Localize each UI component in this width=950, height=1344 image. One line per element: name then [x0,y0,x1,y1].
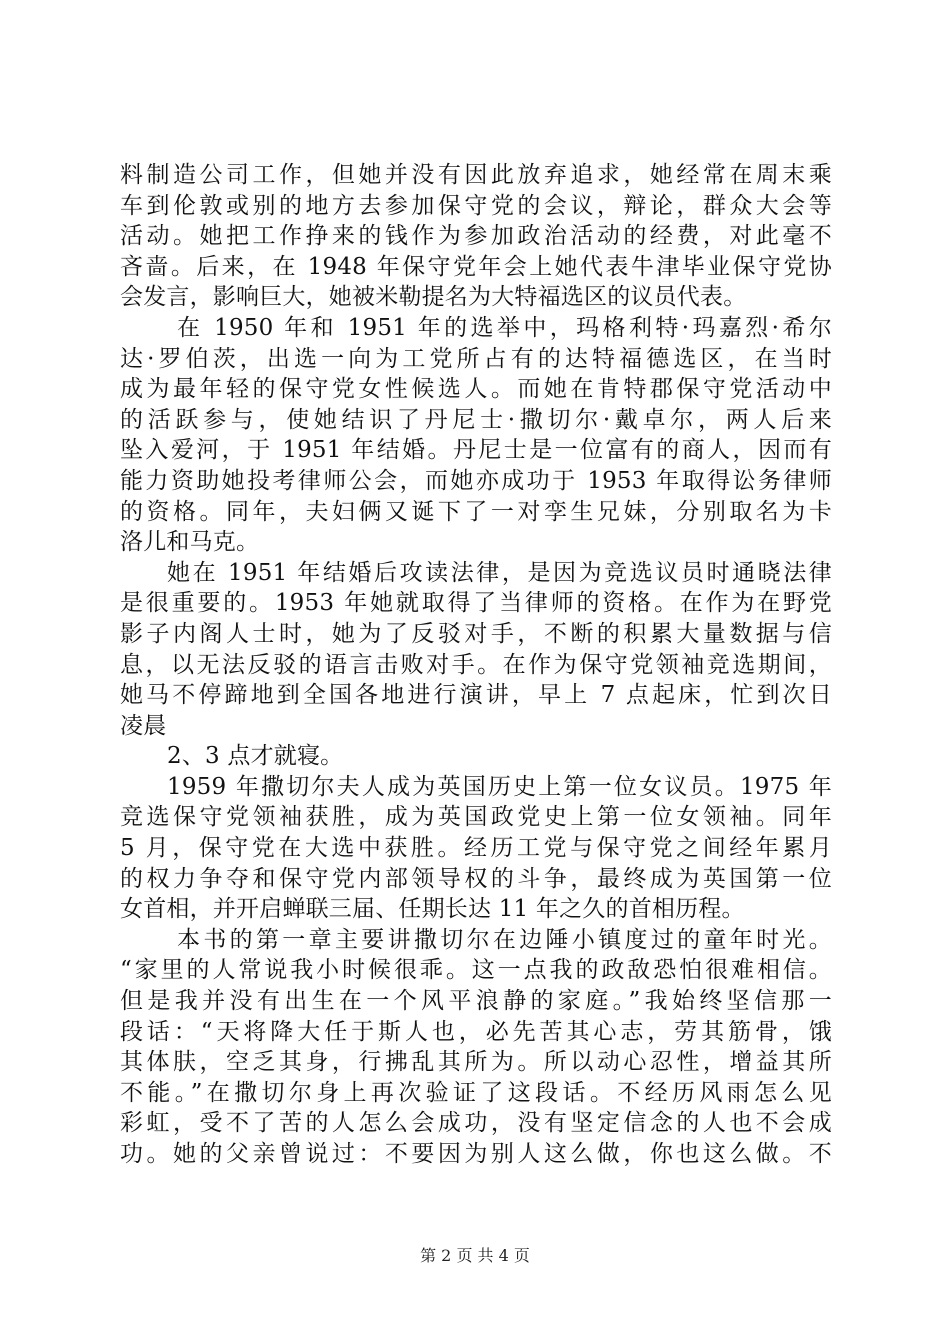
text-line: 活动。她把工作挣来的钱作为参加政治活动的经费，对此毫不 [120,223,832,250]
text-line: 达·罗伯茨，出选一向为工党所占有的达特福德选区，在当时 [120,345,832,372]
text-line: 功。她的父亲曾说过：不要因为别人这么做，你也这么做。不 [120,1141,832,1167]
text-line: 车到伦敦或别的地方去参加保守党的会议，辩论，群众大会等 [120,192,832,219]
text-line: 会发言，影响巨大，她被米勒提名为大特福选区的议员代表。 [120,284,747,311]
text-line: 段话：“天将降大任于斯人也，必先苦其心志，劳其筋骨，饿 [120,1018,832,1045]
text-line: 不能。”在撒切尔身上再次验证了这段话。不经历风雨怎么见 [120,1079,832,1106]
text-line: 5 月，保守党在大选中获胜。经历工党与保守党之间经年累月 [120,835,832,862]
text-line: 是很重要的。1953 年她就取得了当律师的资格。在作为在野党 [120,590,832,617]
text-line: 但是我并没有出生在一个风平浪静的家庭。”我始终坚信那一 [120,988,832,1015]
text-line: “家里的人常说我小时候很乖。这一点我的政敌恐怕很难相信。 [120,957,832,984]
text-line: 的权力争夺和保守党内部领导权的斗争，最终成为英国第一位 [120,865,832,892]
text-line: 彩虹，受不了苦的人怎么会成功，没有坚定信念的人也不会成 [120,1110,832,1137]
text-line: 洛儿和马克。 [120,529,260,556]
text-line: 吝啬。后来，在 1948 年保守党年会上她代表牛津毕业保守党协 [120,253,832,280]
text-line: 她在 1951 年结婚后攻读法律，是因为竞选议员时通晓法律 [167,559,832,586]
text-line: 女首相，并开启蝉联三届、任期长达 11 年之久的首相历程。 [120,896,745,923]
text-line: 的资格。同年，夫妇俩又诞下了一对孪生兄妹，分别取名为卡 [120,498,832,525]
text-line: 其体肤，空乏其身，行拂乱其所为。所以动心忍性，增益其所 [120,1049,832,1076]
text-line: 影子内阁人士时，她为了反驳对手，不断的积累大量数据与信 [120,620,832,647]
page-footer: 第 2 页 共 4 页 [420,1246,530,1265]
text-line: 竞选保守党领袖获胜，成为英国政党史上第一位女领袖。同年 [120,804,832,831]
text-line: 在 1950 年和 1951 年的选举中，玛格利特·玛嘉烈·希尔 [177,314,832,341]
text-line: 成为最年轻的保守党女性候选人。而她在肯特郡保守党活动中 [120,376,832,403]
text-line: 的活跃参与，使她结识了丹尼士·撒切尔·戴卓尔，两人后来 [120,406,832,433]
text-line: 坠入爱河，于 1951 年结婚。丹尼士是一位富有的商人，因而有 [120,437,832,464]
text-line: 料制造公司工作，但她并没有因此放弃追求，她经常在周末乘 [120,162,832,188]
text-line: 能力资助她投考律师公会，而她亦成功于 1953 年取得讼务律师 [120,467,832,494]
text-line: 息，以无法反驳的语言击败对手。在作为保守党领袖竞选期间， [120,651,832,678]
text-line: 1959 年撒切尔夫人成为英国历史上第一位女议员。1975 年 [167,773,832,800]
text-line: 2、3 点才就寝。 [167,743,344,770]
text-line: 她马不停蹄地到全国各地进行演讲，早上 7 点起床，忙到次日 [120,682,832,709]
text-line: 本书的第一章主要讲撒切尔在边陲小镇度过的童年时光。 [177,926,832,953]
text-line: 凌晨 [120,712,167,739]
body-text [120,160,832,1170]
